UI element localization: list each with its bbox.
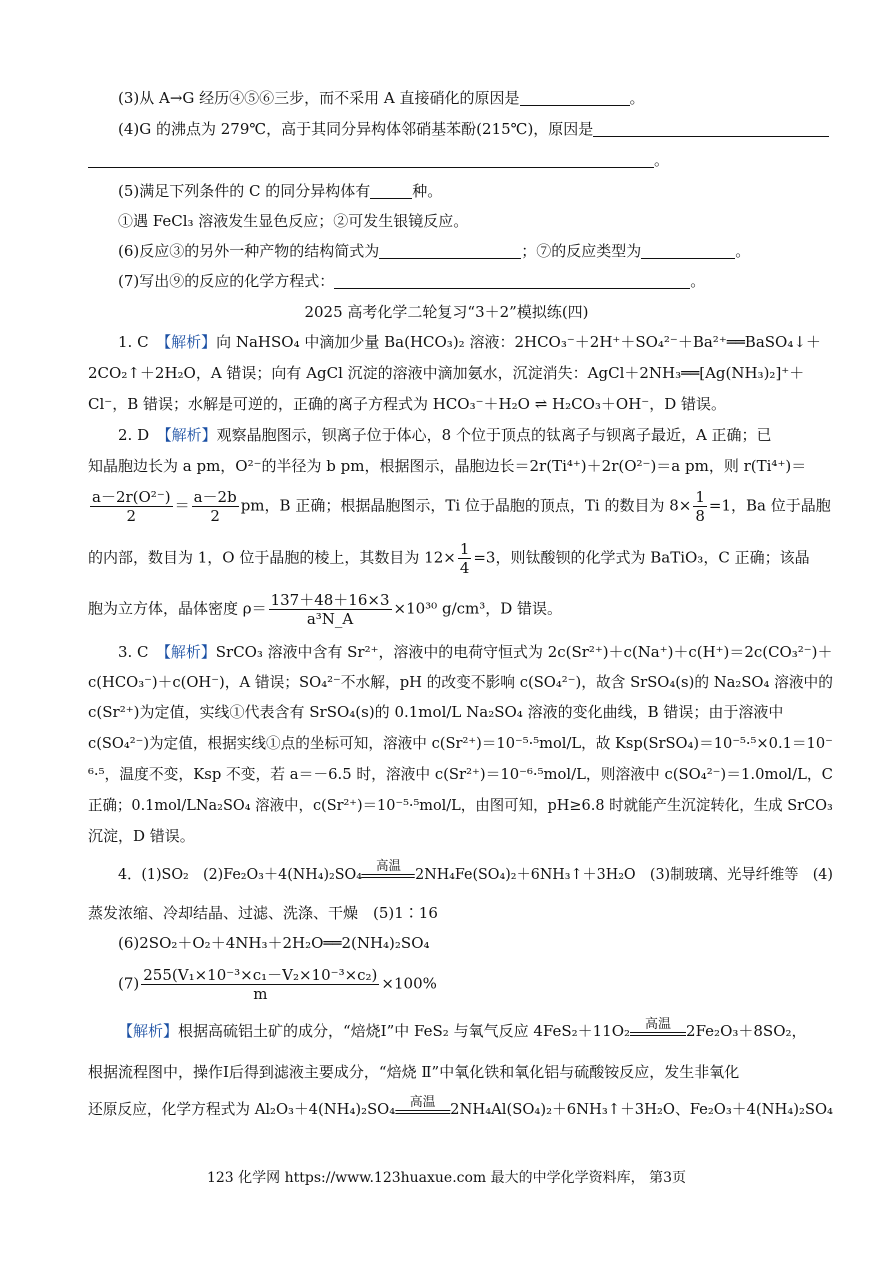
section-title: 2025 高考化学二轮复习“3＋2”模拟练(四) <box>304 303 589 321</box>
answer-2-line-2: 知晶胞边长为 a pm，O²⁻的半径为 b pm，根据图示，晶胞边长＝2r(Ti⁴⁺)＋2r(O²⁻)＝a pm，则 r(Ti⁴⁺)＝ <box>88 457 807 475</box>
answer-blank <box>370 182 412 199</box>
answer-4-line-4: (7) $\frac{\text{255(V₁×10⁻³×c₁－V₂×10⁻³×c₂)}}{m}$ ×100% <box>118 966 437 1003</box>
answer-1-line-2: 2CO₂↑＋2H₂O，A 错误；向有 AgCl 沉淀的溶液中滴加氨水，沉淀消失：AgCl＋2NH₃══[Ag(NH₃)₂]⁺＋ <box>88 364 805 382</box>
answer-3-line-1: 3. C 【解析】SrCO₃ 溶液中含有 Sr²⁺，溶液中的电荷守恒式为 2c(Sr²⁺)＋c(Na⁺)＋c(H⁺)＝2c(CO₃²⁻)＋ <box>118 643 833 661</box>
answer-blank <box>641 242 735 259</box>
answer-blank <box>334 272 690 289</box>
question-3: (3)从 A→G 经历④⑤⑥三步，而不采用 A 直接硝化的原因是 。 <box>118 89 645 107</box>
question-5: (5)满足下列条件的 C 的同分异构体有 种。 <box>118 182 443 200</box>
answer-1-line-1: 1. C 【解析】向 NaHSO₄ 中滴加少量 Ba(HCO₃)₂ 溶液：2HCO₃⁻＋2H⁺＋SO₄²⁻＋Ba²⁺══BaSO₄↓＋ <box>118 333 821 351</box>
answer-blank <box>520 89 630 106</box>
question-4-cont: 。 <box>88 150 669 170</box>
question-4: (4)G 的沸点为 279℃，高于其同分异构体邻硝基苯酚(215℃)，原因是 <box>118 119 829 139</box>
answer-3-line-6: 正确；0.1mol/LNa₂SO₄ 溶液中，c(Sr²⁺)＝10⁻⁵·⁵mol/L，由图可知，pH≥6.8 时就能产生沉淀转化，生成 SrCO₃ <box>88 796 833 814</box>
analysis-tag: 【解析】 <box>118 1022 179 1040</box>
question-5-conditions: ①遇 FeCl₃ 溶液发生显色反应；②可发生银镜反应。 <box>118 212 469 230</box>
answer-3-line-4: c(SO₄²⁻)为定值，根据实线①点的坐标可知，溶液中 c(Sr²⁺)＝10⁻⁵·⁵mol/L，故 Ksp(SrSO₄)＝10⁻⁵·⁵×0.1＝10⁻ <box>88 734 833 752</box>
answer-1-line-3: Cl⁻，B 错误；水解是可逆的，正确的离子方程式为 HCO₃⁻＋H₂O ⇌ H₂CO₃＋OH⁻，D 错误。 <box>88 395 727 413</box>
high-temp-condition: 高温 <box>395 1096 450 1120</box>
answer-blank <box>88 151 654 168</box>
fraction: $\frac{137+48+16\times 3}{\text{a³N\_A}}$ <box>270 591 390 628</box>
answer-4-line-2: 蒸发浓缩、冷却结晶、过滤、洗涤、干燥 (5)1∶16 <box>88 904 438 922</box>
answer-3-line-3: c(Sr²⁺)为定值，实线①代表含有 SrSO₄(s)的 0.1mol/L Na₂SO₄ 溶液的变化曲线，B 错误；由于溶液中 <box>88 703 784 721</box>
answer-4-line-6: 根据流程图中，操作Ⅰ后得到滤液主要成分，“焙烧 Ⅱ”中氧化铁和氧化铝与硫酸铵反应，发生非氧化 <box>88 1063 740 1081</box>
answer-blank <box>379 242 521 259</box>
analysis-tag: 【解析】 <box>163 643 216 661</box>
answer-blank <box>593 120 829 137</box>
answer-3-line-7: 沉淀，D 错误。 <box>88 827 195 845</box>
answer-4-line-5: 【解析】根据高硫铝土矿的成分，“焙烧Ⅰ”中 FeS₂ 与氧气反应 4FeS₂＋11O₂ 高温 2Fe₂O₃＋8SO₂， <box>118 1017 807 1040</box>
page-footer: 123 化学网 https://www.123huaxue.com 最大的中学化学资料库， 第3页 <box>206 1170 687 1186</box>
question-6: (6)反应③的另外一种产物的结构简式为 ；⑦的反应类型为 。 <box>118 242 751 260</box>
question-7: (7)写出⑨的反应的化学方程式： 。 <box>118 272 706 290</box>
answer-3-line-2: c(HCO₃⁻)＋c(OH⁻)，A 错误；SO₄²⁻不水解，pH 的改变不影响 c(SO₄²⁻)，故含 SrSO₄(s)的 Na₂SO₄ 溶液中的 <box>88 673 834 691</box>
analysis-tag: 【解析】 <box>163 333 217 351</box>
answer-4-line-7: 还原反应，化学方程式为 Al₂O₃＋4(NH₄)₂SO₄ 高温 2NH₄Al(SO₄)₂＋6NH₃↑＋3H₂O、Fe₂O₃＋4(NH₄)₂SO₄ <box>88 1095 833 1118</box>
answer-4-line-3: (6)2SO₂＋O₂＋4NH₃＋2H₂O══2(NH₄)₂SO₄ <box>118 934 430 952</box>
high-temp-condition: 高温 <box>362 860 415 884</box>
answer-4-line-1: 4．(1)SO₂ (2)Fe₂O₃＋4(NH₄)₂SO₄ 高温 2NH₄Fe(SO₄)₂＋6NH₃↑＋3H₂O (3)制玻璃、光导纤维等 (4) <box>118 859 833 883</box>
answer-2-line-3: $\frac{\text{a－2r(O²⁻)}}{2}$ ＝ $\frac{a-2b}{2}$ pm，B 正确；根据晶胞图示，Ti 位于晶胞的顶点，Ti 的数目为 8× $\frac{1}{8}$ =1，Ba 位于晶胞 <box>92 488 831 525</box>
answer-2-line-1: 2. D 【解析】观察晶胞图示，钡离子位于体心，8 个位于顶点的钛离子与钡离子最近，A 正确；已 <box>118 426 772 444</box>
analysis-tag: 【解析】 <box>164 426 217 444</box>
fraction: $\frac{\text{255(V₁×10⁻³×c₁－V₂×10⁻³×c₂)}}{m}$ <box>143 966 378 1003</box>
fraction: $\frac{a-2b}{2}$ <box>193 488 237 525</box>
answer-3-line-5: ⁶·⁵，温度不变，Ksp 不变，若 a＝－6.5 时，溶液中 c(Sr²⁺)＝10⁻⁶·⁵mol/L，则溶液中 c(SO₄²⁻)＝1.0mol/L，C <box>88 765 833 783</box>
answer-2-line-5: 胞为立方体，晶体密度 ρ＝ $\frac{137+48+16\times 3}{\text{a³N\_A}}$ ×10³⁰ g/cm³，D 错误。 <box>88 591 563 628</box>
fraction: $\frac{\text{a－2r(O²⁻)}}{2}$ <box>92 488 171 525</box>
fraction: $\frac{1}{8}$ <box>695 488 705 525</box>
high-temp-condition: 高温 <box>630 1018 686 1042</box>
fraction: $\frac{1}{4}$ <box>459 540 470 577</box>
answer-2-line-4: 的内部，数目为 1，O 位于晶胞的棱上，其数目为 12× $\frac{1}{4}$ =3，则钛酸钡的化学式为 BaTiO₃，C 正确；该晶 <box>88 540 810 577</box>
